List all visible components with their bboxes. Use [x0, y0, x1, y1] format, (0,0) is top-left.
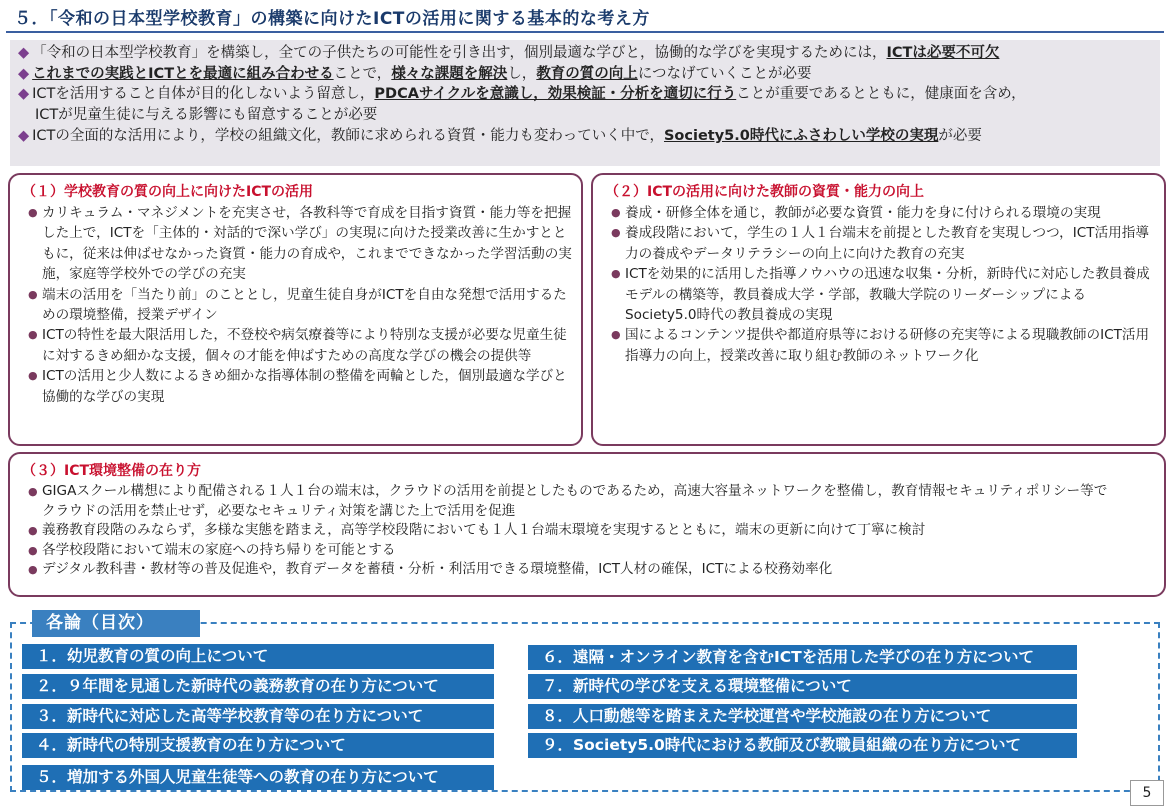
- section-ict-environment: [8, 452, 1166, 597]
- summary-text: ことで，: [333, 65, 392, 82]
- diamond-bullet-icon: ◆: [18, 127, 30, 144]
- section-heading: （１）学校教育の質の向上に向けたICTの活用: [22, 184, 314, 200]
- toc-item-4[interactable]: ４．新時代の特別支援教育の在り方について: [22, 733, 494, 758]
- list-item: ● GIGAスクール構想により配備される１人１台の端末は，クラウドの活用を前提としたものであるため，高速大容量ネットワークを整備し，教育情報セキュリティポリシー等で: [28, 482, 1156, 502]
- toc-item-1[interactable]: １．幼児教育の質の向上について: [22, 644, 494, 669]
- list-item: ● デジタル教科書・教材等の普及促進や，教育データを蓄積・分析・利活用できる環境整備，ICT人材の確保，ICTによる校務効率化: [28, 560, 1156, 580]
- summary-text: ことが重要であるとともに，健康面を含め，: [736, 86, 1026, 103]
- bullet-list: [593, 203, 1164, 366]
- toc-item-8[interactable]: ８．人口動態等を踏まえた学校運営や学校施設の在り方について: [528, 704, 1077, 729]
- list-item: ● ICTの活用と少人数によるきめ細かな指導体制の整備を両輪とした，個別最適な学びと協働的な学びの実現: [28, 366, 573, 407]
- diamond-bullet-icon: ◆: [18, 65, 30, 82]
- diamond-bullet-icon: ◆: [18, 86, 30, 103]
- list-item: ● 国によるコンテンツ提供や都道府県等における研修の充実等による現職教師のICT活用指導力の向上，授業改善に取り組む教師のネットワーク化: [611, 325, 1156, 366]
- summary-box: [10, 40, 1160, 166]
- title-divider: [6, 31, 1164, 33]
- list-item: ● 養成段階において，学生の１人１台端末を前提とした教育を実現しつつ，ICT活用指導力の養成やデータリテラシーの向上に向けた教育の充実: [611, 223, 1156, 264]
- summary-line-2: [18, 64, 1152, 85]
- summary-emphasis: これまでの実践とICTとを最適に組み合わせる: [32, 65, 334, 82]
- summary-text: ICTの全面的な活用により，学校の組織文化，教師に求められる資質・能力も変わっていく中で，: [32, 127, 664, 144]
- section-heading: （２）ICTの活用に向けた教師の資質・能力の向上: [605, 184, 925, 200]
- list-item-continuation: クラウドの活用を禁止せず，必要なセキュリティ対策を講じた上で活用を促進: [42, 502, 516, 519]
- toc-item-5[interactable]: ５．増加する外国人児童生徒等への教育の在り方について: [22, 765, 494, 790]
- summary-text: が必要: [938, 127, 982, 144]
- toc-item-2[interactable]: ２．９年間を見通した新時代の義務教育の在り方について: [22, 674, 494, 699]
- summary-line-1: [18, 43, 1152, 64]
- toc-label: 各論（目次）: [32, 610, 200, 637]
- bullet-list: [10, 482, 1164, 580]
- list-item: ● 義務教育段階のみならず，多様な実態を踏まえ，高等学校段階においても１人１台端末環境を実現するとともに，端末の更新に向けて丁寧に検討: [28, 521, 1156, 541]
- summary-text: し，: [507, 65, 537, 82]
- summary-line-4: [18, 126, 1152, 147]
- list-item: ● ICTを効果的に活用した指導ノウハウの迅速な収集・分析，新時代に対応した教員養成モデルの構築等，教員養成大学・学部，教職大学院のリーダーシップによるSociety5.0時代の教員養成の実現: [611, 264, 1156, 325]
- summary-emphasis: 様々な課題を解決: [391, 65, 508, 82]
- summary-line-3: [18, 84, 1152, 105]
- list-item: ● カリキュラム・マネジメントを充実させ，各教科等で育成を目指す資質・能力等を把握した上で，ICTを「主体的・対話的で深い学び」の実現に向けた授業改善に生かすとともに，従来は伸ばせなかった資質・能力の育成や，これまでできなかった学習活動の実施，家庭等学校外での学びの充実: [28, 203, 573, 285]
- list-item: ● 端末の活用を「当たり前」のこととし，児童生徒自身がICTを自由な発想で活用するための環境整備，授業デザイン: [28, 285, 573, 326]
- summary-emphasis: Society5.0時代にふさわしい学校の実現: [663, 127, 939, 144]
- list-item: ● ICTの特性を最大限活用した，不登校や病気療養等により特別な支援が必要な児童生徒に対するきめ細かな支援，個々の才能を伸ばすための高度な学びの機会の提供等: [28, 325, 573, 366]
- summary-emphasis: ICTは必要不可欠: [886, 45, 1000, 61]
- toc-item-9[interactable]: ９．Society5.0時代における教師及び教職員組織の在り方について: [528, 733, 1077, 758]
- list-item: ● 各学校段階において端末の家庭への持ち帰りを可能とする: [28, 541, 1156, 561]
- summary-text: ICTを活用すること自体が目的化しないよう留意し，: [32, 86, 375, 103]
- page-number: 5: [1130, 780, 1164, 806]
- toc-item-7[interactable]: ７．新時代の学びを支える環境整備について: [528, 674, 1077, 699]
- toc-item-6[interactable]: ６．遠隔・オンライン教育を含むICTを活用した学びの在り方について: [528, 645, 1077, 670]
- summary-text: につなげていくことが必要: [637, 65, 812, 82]
- summary-emphasis: 教育の質の向上: [536, 65, 638, 82]
- summary-text: 「令和の日本型学校教育」を構築し，全ての子供たちの可能性を引き出す，個別最適な学びと，協働的な学びを実現するためには，: [32, 45, 887, 61]
- section-ict-quality: [8, 173, 583, 446]
- list-item: ● 養成・研修全体を通じ，教師が必要な資質・能力を身に付けられる環境の実現: [611, 203, 1156, 223]
- summary-emphasis: PDCAサイクルを意識し，効果検証・分析を適切に行う: [374, 86, 737, 103]
- bullet-list: [10, 203, 581, 407]
- summary-line-3-cont: ICTが児童生徒に与える影響にも留意することが必要: [35, 107, 378, 124]
- page-title: ５．「令和の日本型学校教育」の構築に向けたICTの活用に関する基本的な考え方: [14, 9, 650, 29]
- toc-item-3[interactable]: ３．新時代に対応した高等学校教育等の在り方について: [22, 704, 494, 729]
- diamond-bullet-icon: ◆: [18, 45, 30, 61]
- section-teacher-skills: [591, 173, 1166, 446]
- section-heading: （３）ICT環境整備の在り方: [22, 463, 202, 479]
